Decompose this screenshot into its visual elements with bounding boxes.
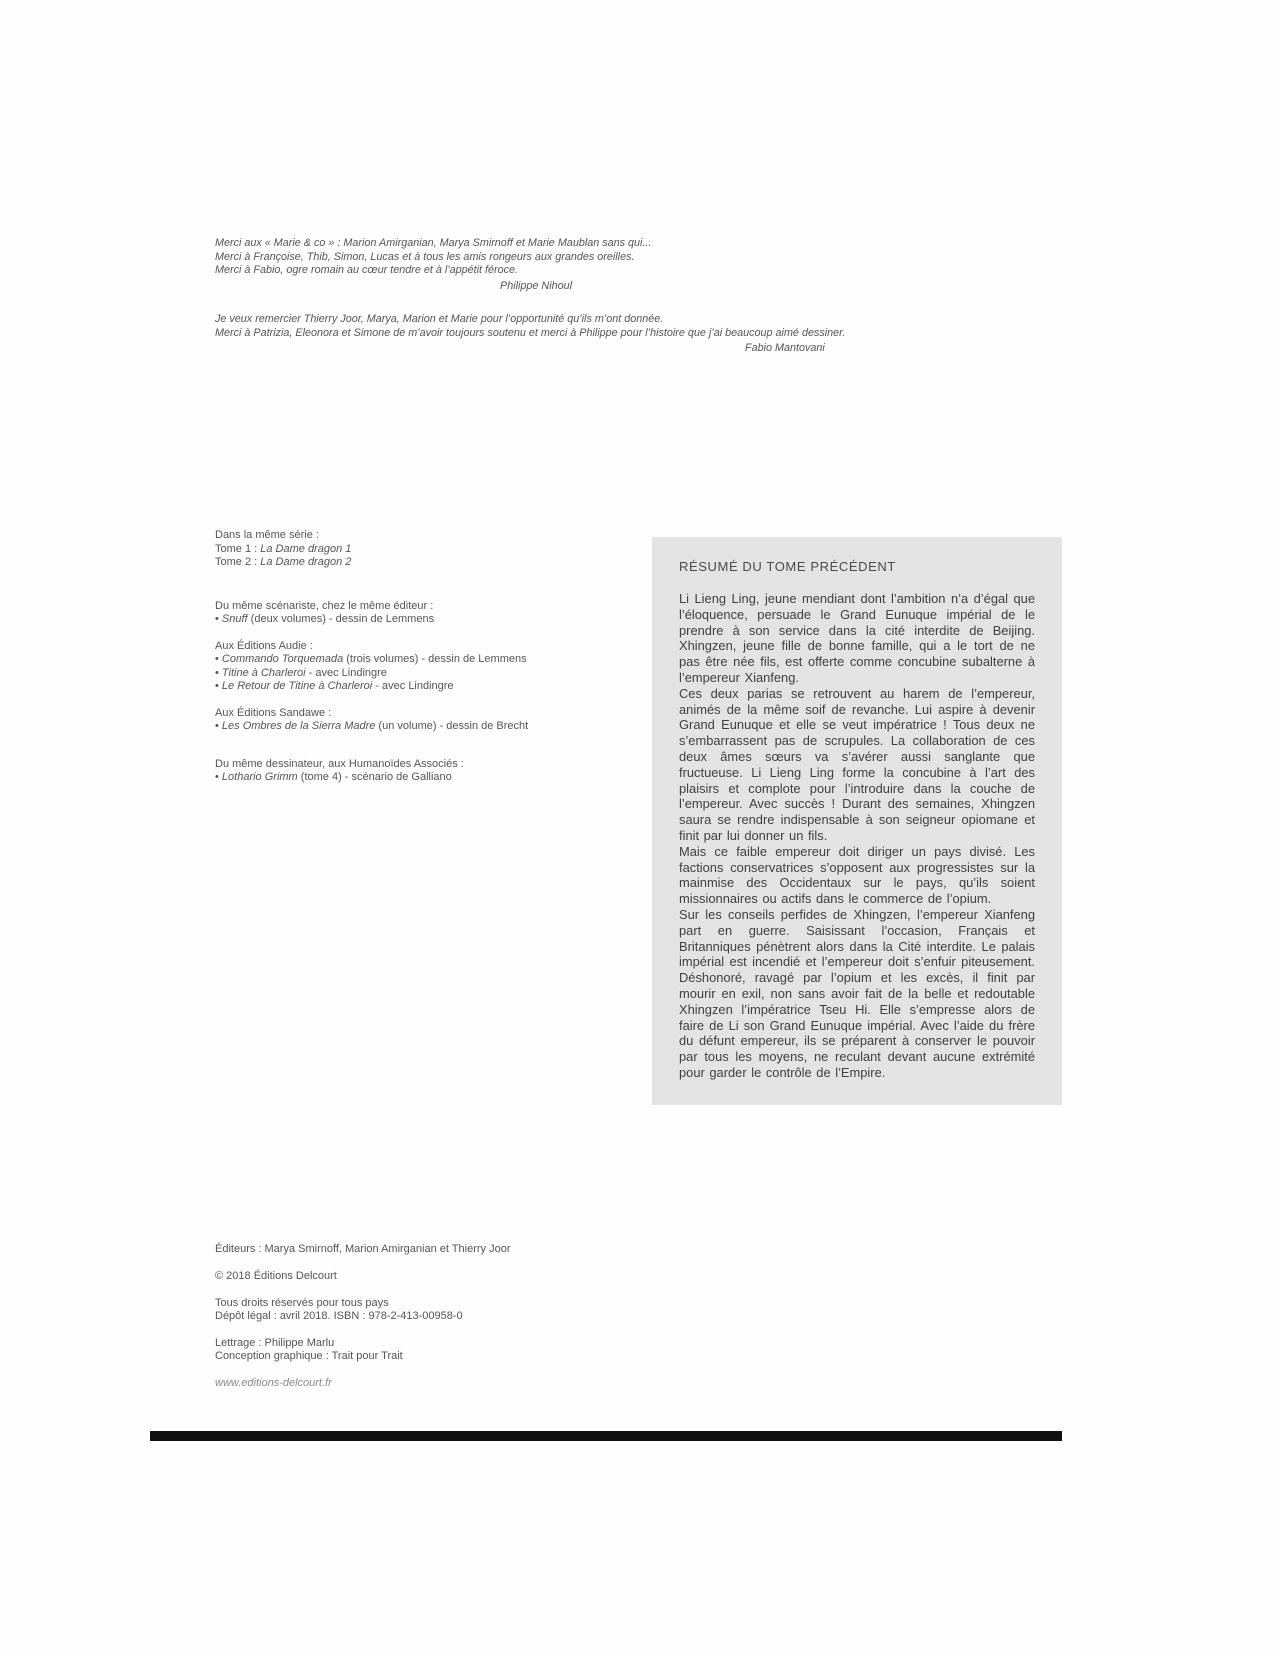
item-title: Titine à Charleroi (221, 666, 306, 679)
summary-title: RÉSUMÉ DU TOME PRÉCÉDENT (679, 559, 896, 574)
summary-paragraph: Sur les conseils perfides de Xhingzen, l’empereur Xianfeng part en guerre. Saisissant l’occasion, Français et Britanniques pénètrent alors dans la Cité interdite. Le palais impérial est incendié et l’empereur doit s’enfuir piteusement. Déshonoré, ravagé par l’opium et les excès, il finit par mourir en exil, non sans avoir fait de la belle et redoutable Xhingzen l’impératrice Tseu Hi. Elle s’empresse alors de faire de Li son Grand Eunuque impérial. Avec l’aide du frère du défunt empereur, ils se préparent à conserver le pouvoir par tous les moyens, ne reculant devant aucune extrémité pour garder le contrôle de l’Empire. (679, 906, 1035, 1080)
item-suffix: - avec Lindingre (372, 680, 454, 692)
item-prefix: Tome 2 : (215, 556, 261, 568)
item-title: Snuff (221, 613, 248, 625)
bibliography-section-same-series (215, 529, 615, 570)
credit-graphic-design: Conception graphique : Trait pour Trait (215, 1350, 403, 1362)
acknowledgement-block-writer (215, 237, 845, 293)
credit-rights: Tous droits réservés pour tous pays (215, 1297, 389, 1309)
bibliography-section-same-writer (215, 600, 615, 627)
item-suffix: (trois volumes) - dessin de Lemmens (343, 653, 527, 665)
bibliography-item (215, 653, 615, 667)
section-heading: Aux Éditions Sandawe : (215, 706, 332, 719)
acknowledgement-line: Merci à Patrizia, Eleonora et Simone de m’avoir toujours soutenu et merci à Philippe pour l’histoire que j’ai beaucoup aimé dessiner. (215, 326, 846, 339)
bibliography-item (215, 556, 615, 570)
acknowledgement-line: Merci à Françoise, Thib, Simon, Lucas et à tous les amis rongeurs aux grandes oreilles. (215, 250, 635, 263)
signature-writer: Philippe Nihoul (500, 279, 573, 292)
item-prefix: • (215, 613, 222, 625)
item-title: Les Ombres de la Sierra Madre (221, 720, 376, 732)
credit-legal-isbn: Dépôt légal : avril 2018. ISBN : 978-2-413-00958-0 (215, 1310, 463, 1322)
item-suffix: (un volume) - dessin de Brecht (375, 720, 529, 732)
acknowledgement-line: Merci à Fabio, ogre romain au cœur tendre et à l’appétit féroce. (215, 264, 519, 276)
acknowledgements (215, 237, 845, 356)
bibliography-section-same-artist (215, 758, 615, 785)
item-suffix: (tome 4) - scénario de Galliano (297, 771, 452, 783)
section-heading: Dans la même série : (215, 529, 319, 541)
item-suffix: (deux volumes) - dessin de Lemmens (247, 613, 435, 625)
item-prefix: • (215, 653, 222, 665)
summary-paragraph: Ces deux parias se retrouvent au harem de l’empereur, animés de la même soif de revanche. Lui aspire à devenir Grand Eunuque et elle se veut impératrice ! Tous deux ne s’embarrassent pas de scrupules. La collaboration de ces deux âmes sœurs va s’avérer aussi sanglante que fructueuse. Li Lieng Ling forme la concubine à l’art des plaisirs et complote pour l’introduire dans la couche de l’empereur. Avec succès ! Durant des semaines, Xhingzen saura se rendre indispensable à son seigneur opiomane et finit par lui donner un fils. (679, 685, 1035, 843)
bibliography (215, 529, 615, 798)
item-prefix: • (215, 680, 222, 692)
acknowledgement-line: Je veux remercier Thierry Joor, Marya, Marion et Marie pour l’opportunité qu’ils m’ont donnée. (215, 313, 664, 325)
summary-paragraph: Li Lieng Ling, jeune mendiant dont l’ambition n’a d’égal que l’éloquence, persuade le Grand Eunuque impérial de le prendre à son service dans la cité interdite de Beijing. Xhingzen, jeune fille de bonne famille, qui a le tort de ne pas être née fils, est offerte comme concubine subalterne à l’empereur Xianfeng. (679, 591, 1035, 685)
item-title: La Dame dragon 2 (260, 556, 352, 568)
item-suffix: - avec Lindingre (305, 666, 387, 679)
item-prefix: • (215, 771, 222, 783)
item-prefix: • (215, 666, 222, 679)
section-heading: Aux Éditions Audie : (215, 639, 313, 652)
item-prefix: • (215, 720, 222, 732)
bibliography-item (215, 771, 615, 785)
item-title: La Dame dragon 1 (260, 542, 352, 555)
publisher-website-url: www.editions-delcourt.fr (215, 1377, 332, 1389)
bibliography-item (215, 720, 615, 734)
signature-artist: Fabio Mantovani (745, 342, 825, 354)
item-title: Commando Torquemada (221, 653, 344, 665)
credit-copyright: © 2018 Éditions Delcourt (215, 1270, 337, 1282)
item-title: Lothario Grimm (221, 771, 298, 783)
bibliography-item (215, 667, 615, 681)
publication-credits (215, 1243, 511, 1390)
acknowledgement-block-artist (215, 313, 845, 356)
item-prefix: Tome 1 : (215, 542, 261, 555)
bibliography-item (215, 680, 615, 694)
page-bottom-bar (150, 1431, 1062, 1441)
bibliography-section-audie (215, 640, 615, 694)
bibliography-item (215, 543, 615, 557)
bibliography-item (215, 613, 615, 627)
section-heading: Du même dessinateur, aux Humanoïdes Associés : (215, 757, 464, 770)
previous-volume-summary-box (652, 537, 1062, 1105)
summary-paragraph: Mais ce faible empereur doit diriger un pays divisé. Les factions conservatrices s’opposent aux progressistes sur la mainmise des Occidentaux sur le pays, qu’ils soient missionnaires ou actifs dans le commerce de l’opium. (679, 843, 1035, 907)
bibliography-section-sandawe (215, 707, 615, 734)
credit-lettering: Lettrage : Philippe Marlu (215, 1337, 335, 1349)
acknowledgement-line: Merci aux « Marie & co » : Marion Amirganian, Marya Smirnoff et Marie Maublan sans qui... (215, 237, 652, 249)
section-heading: Du même scénariste, chez le même éditeur : (215, 599, 434, 612)
credit-editors: Éditeurs : Marya Smirnoff, Marion Amirganian et Thierry Joor (215, 1243, 511, 1255)
item-title: Le Retour de Titine à Charleroi (221, 680, 373, 692)
